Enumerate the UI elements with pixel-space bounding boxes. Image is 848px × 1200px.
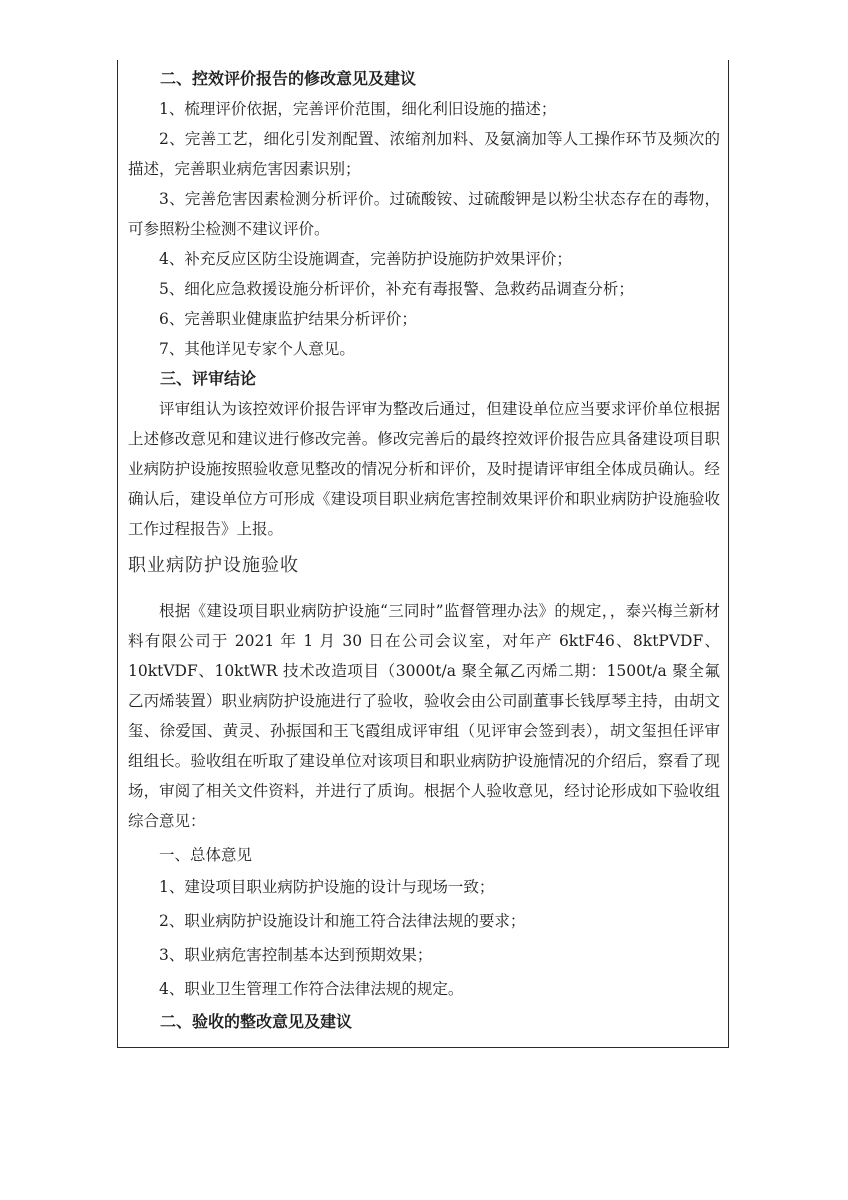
heading-review-conclusion: 三、评审结论 <box>160 369 257 388</box>
acceptance-block <box>128 596 720 1038</box>
list-item: 4、补充反应区防尘设施调查，完善防护设施防护效果评价； <box>159 250 572 268</box>
list-item: 1、建设项目职业病防护设施的设计与现场一致； <box>159 878 495 896</box>
intro-paragraph: 根据《建设项目职业病防护设施“三同时”监督管理办法》的规定，，泰兴梅兰新材料有限公司于 2021 年 1 月 30 日在公司会议室，对年产 6ktF46、8ktPVDF、10ktVDF、10ktWR 技术改造项目（3000t/a 聚全氟乙丙烯二期：1500t/a 聚全氟乙丙烯装置）职业病防护设施进行了验收，验收会由公司副董事长钱厚琴主持，由胡文玺、徐爱国、黄灵、孙振国和王飞霞组成评审组（见评审会签到表），胡文玺担任评审组组长。验收组在听取了建设单位对该项目和职业病防护设施情况的介绍后，察看了现场，审阅了相关文件资料，并进行了质询。根据个人验收意见，经讨论形成如下验收组综合意见： <box>128 602 720 830</box>
list-item: 2、完善工艺，细化引发剂配置、浓缩剂加料、及氨滴加等人工操作环节及频次的描述，完善职业病危害因素识别； <box>128 130 720 178</box>
table-border-left <box>117 60 118 1048</box>
list-item: 3、职业病危害控制基本达到预期效果； <box>159 946 433 964</box>
list-item: 7、其他详见专家个人意见。 <box>159 340 355 358</box>
list-item: 5、细化应急救援设施分析评价，补充有毒报警、急救药品调查分析； <box>159 280 634 298</box>
list-item: 3、完善危害因素检测分析评价。过硫酸铵、过硫酸钾是以粉尘状态存在的毒物，可参照粉尘检测不建议评价。 <box>128 190 720 238</box>
heading-overall-opinion: 一、总体意见 <box>159 846 253 864</box>
list-item: 4、职业卫生管理工作符合法律法规的规定。 <box>159 980 464 998</box>
table-border-bottom <box>117 1047 729 1048</box>
section-title: 职业病防护设施验收 <box>128 555 299 576</box>
heading-acceptance-suggestions: 二、验收的整改意见及建议 <box>160 1012 353 1031</box>
list-item: 2、职业病防护设施设计和施工符合法律法规的要求； <box>159 912 526 930</box>
heading-revision-suggestions: 二、控效评价报告的修改意见及建议 <box>160 69 417 88</box>
list-item: 6、完善职业健康监护结果分析评价； <box>159 310 417 328</box>
review-opinion-block <box>128 64 720 544</box>
conclusion-paragraph: 评审组认为该控效评价报告评审为整改后通过，但建设单位应当要求评价单位根据上述修改意见和建议进行修改完善。修改完善后的最终控效评价报告应具备建设项目职业病防护设施按照验收意见整改的情况分析和评价，及时提请评审组全体成员确认。经确认后，建设单位方可形成《建设项目职业病危害控制效果评价和职业病防护设施验收工作过程报告》上报。 <box>128 400 720 538</box>
table-border-right <box>728 60 729 1048</box>
list-item: 1、梳理评价依据，完善评价范围，细化利旧设施的描述； <box>159 100 557 118</box>
